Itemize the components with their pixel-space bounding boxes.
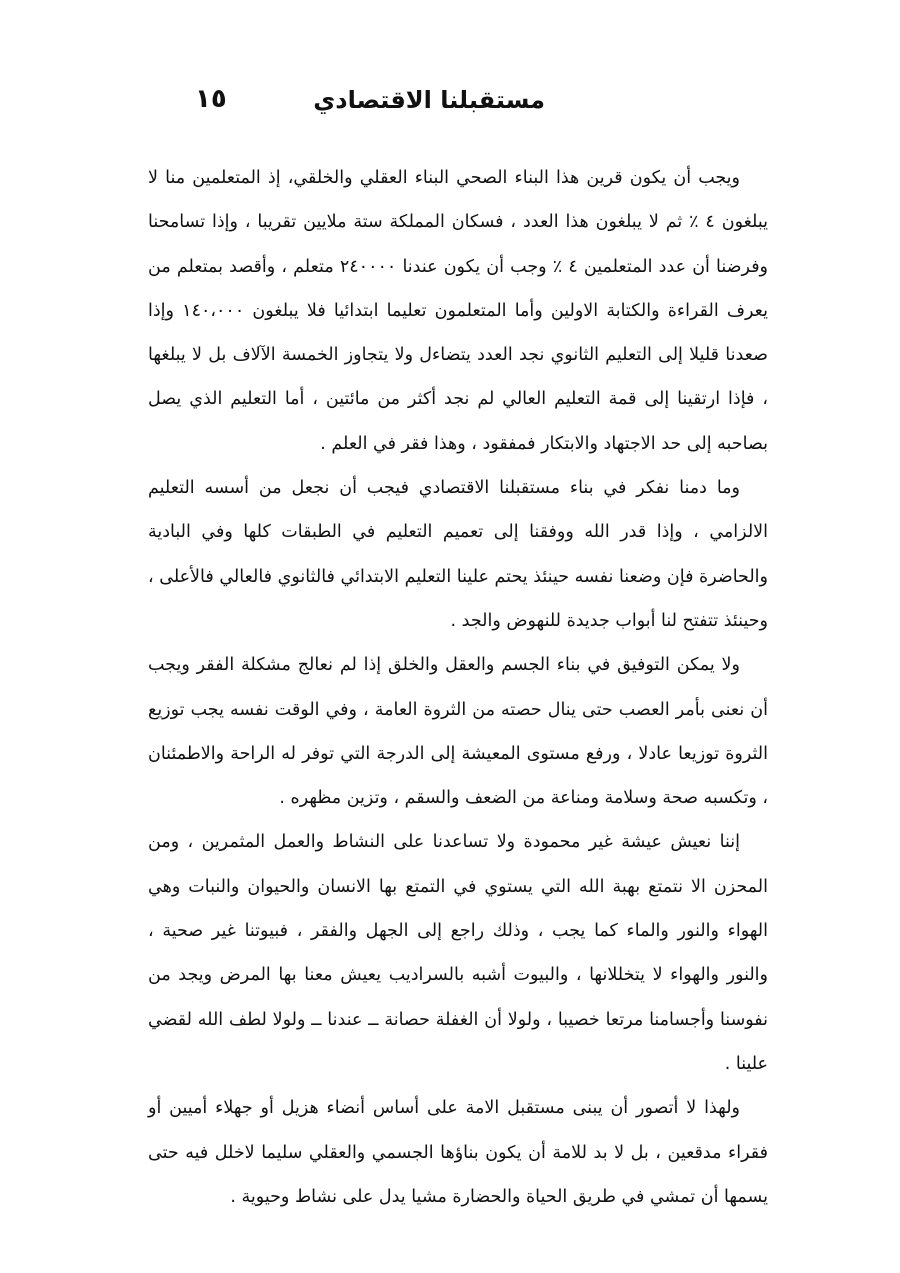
paragraph-2: وما دمنا نفكر في بناء مستقبلنا الاقتصادي فيجب أن نجعل من أسسه التعليم الالزامي ، وإذا قدر الله ووفقنا إلى تعميم التعليم في الطبقات كلها وفي البادية والحاضرة فإن وضعنا نفسه حينئذ يحتم علينا التعليم الابتدائي فالثانوي فالعالي فالأعلى ، وحينئذ تتفتح لنا أبواب جديدة للنهوض والجد . — [148, 478, 768, 631]
running-title: مستقبلنا الاقتصادي — [313, 86, 545, 114]
running-header — [195, 86, 545, 126]
page-number: ١٥ — [195, 84, 227, 114]
body-text — [148, 156, 768, 1219]
paragraph-4: إننا نعيش عيشة غير محمودة ولا تساعدنا على النشاط والعمل المثمرين ، ومن المحزن الا نتمتع بهبة الله التي يستوي في التمتع بها الانسان والحيوان والنبات وهي الهواء والنور والماء كما يجب ، وذلك راجع إلى الجهل والفقر ، فبيوتنا غير صحية ، والنور والهواء لا يتخللانها ، والبيوت أشبه بالسراديب يعيش معنا بها المرض ويجد من نفوسنا وأجسامنا مرتعا خصيبا ، ولولا أن الغفلة حصانة ــ عندنا ــ ولولا لطف الله لقضي علينا . — [148, 832, 768, 1074]
paragraph-3: ولا يمكن التوفيق في بناء الجسم والعقل والخلق إذا لم نعالج مشكلة الفقر ويجب أن نعنى بأمر العصب حتى ينال حصته من الثروة العامة ، وفي الوقت نفسه يجب توزيع الثروة توزيعا عادلا ، ورفع مستوى المعيشة إلى الدرجة التي توفر له الراحة والاطمئنان ، وتكسبه صحة وسلامة ومناعة من الضعف والسقم ، وتزين مظهره . — [148, 655, 768, 809]
paragraph-1: ويجب أن يكون قرين هذا البناء الصحي البناء العقلي والخلقي، إذ المتعلمين منا لا يبلغون ٤ ٪ ثم لا يبلغون هذا العدد ، فسكان المملكة ستة ملايين تقريبا ، وإذا تسامحنا وفرضنا أن عدد المتعلمين ٤ ٪ وجب أن يكون عندنا ٢٤٠٠٠٠ متعلم ، وأقصد بمتعلم من يعرف القراءة والكتابة الاولين وأما المتعلمون تعليما ابتدائيا فلا يبلغون ١٤٠،٠٠٠ وإذا صعدنا قليلا إلى التعليم الثانوي نجد العدد يتضاءل ولا يتجاوز الخمسة الآلاف بل لا يبلغها ، فإذا ارتقينا إلى قمة التعليم العالي لم نجد أكثر من مائتين ، أما التعليم الذي يصل بصاحبه إلى حد الاجتهاد والابتكار فمفقود ، وهذا فقر في العلم . — [148, 168, 769, 454]
paragraph-5: ولهذا لا أتصور أن يبنى مستقبل الامة على أساس أنضاء هزيل أو جهلاء أميين أو فقراء مدقعين ، بل لا بد للامة أن يكون بناؤها الجسمي والعقلي سليما لاخلل فيه حتى يسمها أن تمشي في طريق الحياة والحضارة مشيا يدل على نشاط وحيوية . — [148, 1098, 768, 1207]
